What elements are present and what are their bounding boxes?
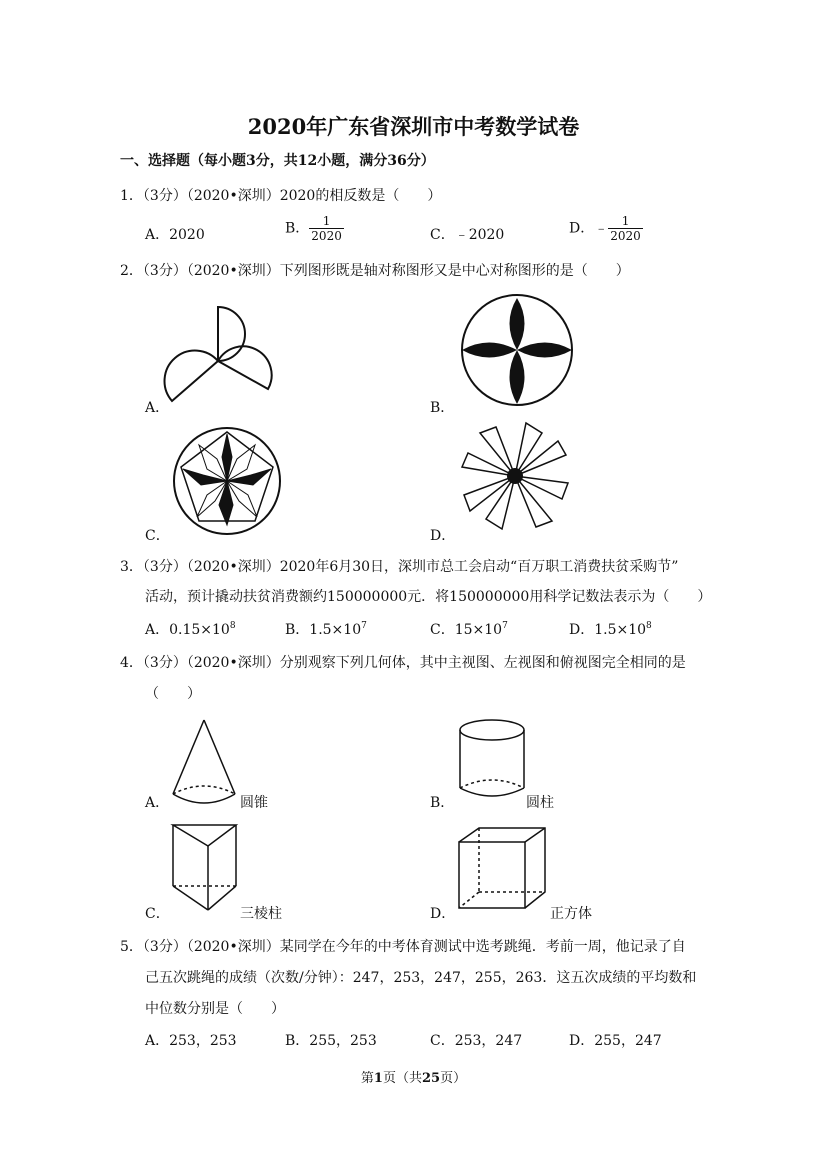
q4-option-d-label: D．	[430, 906, 456, 922]
q4-option-a-label: A．	[145, 795, 170, 811]
q3-option-a-base: A．0.15×10	[145, 622, 230, 638]
footer-page-number: 1	[373, 1071, 383, 1086]
q1-option-b-fraction	[309, 214, 344, 243]
q1-option-a: A．2020	[145, 227, 205, 243]
section-heading: 一、选择题（每小题3分，共12小题，满分36分）	[120, 153, 435, 169]
q1-stem: 1．（3分）（2020•深圳）2020的相反数是（ ）	[120, 188, 442, 204]
q2-figure-a-pinwheel	[170, 305, 275, 410]
q4-figure-b-cylinder	[458, 718, 526, 802]
footer-prefix: 第	[360, 1071, 374, 1086]
q1-option-b-label: B．	[285, 220, 310, 237]
q5-stem-line1: 5．（3分）（2020•深圳）某同学在今年的中考体育测试中选考跳绳．考前一周，他记录了自	[120, 939, 686, 955]
q4-option-d-name: 正方体	[550, 906, 592, 922]
q5-option-b: B．255，253	[285, 1033, 377, 1049]
fraction-numerator: 1	[621, 214, 630, 228]
q5-option-d: D．255，247	[569, 1033, 662, 1049]
q1-option-d-fraction	[608, 214, 643, 243]
q4-option-c-name: 三棱柱	[240, 906, 282, 922]
q1-option-d	[569, 214, 643, 243]
q3-option-c-exponent: 7	[502, 621, 508, 631]
q4-option-c-label: C．	[145, 906, 170, 922]
q3-option-b-base: B．1.5×10	[285, 622, 362, 638]
q3-stem-line2: 活动，预计撬动扶贫消费额约150000000元．将150000000用科学记数法表示为（ ）	[145, 589, 712, 605]
q4-option-b-label: B．	[430, 795, 455, 811]
page-title: 2020年广东省深圳市中考数学试卷	[247, 114, 580, 139]
q5-stem-line3: 中位数分别是（ ）	[145, 1001, 285, 1017]
footer-suffix: 页）	[440, 1071, 467, 1086]
fraction-denominator: 2020	[311, 229, 342, 243]
q5-option-c: C．253，247	[430, 1033, 523, 1049]
q2-option-d-label: D．	[430, 528, 456, 544]
q3-option-a	[145, 619, 236, 639]
q3-option-c	[430, 619, 508, 639]
footer-total-pages: 25	[421, 1071, 441, 1086]
q4-figure-a-cone	[171, 718, 237, 806]
q2-stem: 2．（3分）（2020•深圳）下列图形既是轴对称图形又是中心对称图形的是（ ）	[120, 263, 630, 279]
q1-option-b	[285, 214, 344, 243]
q3-option-d-exponent: 8	[646, 621, 652, 631]
fraction-numerator: 1	[322, 214, 331, 228]
q3-option-b	[285, 619, 367, 639]
page-footer	[0, 1067, 827, 1086]
q3-option-d-base: D．1.5×10	[569, 622, 647, 638]
q2-figure-d-windmill	[458, 419, 572, 533]
q3-option-b-exponent: 7	[361, 621, 367, 631]
q1-option-c: C．﹣2020	[430, 227, 505, 243]
q3-option-c-base: C．15×10	[430, 622, 503, 638]
q4-option-a-name: 圆锥	[240, 795, 268, 811]
q1-option-d-label: D．﹣	[569, 220, 609, 237]
q3-option-a-exponent: 8	[229, 621, 236, 631]
q4-stem-line1: 4．（3分）（2020•深圳）分别观察下列几何体，其中主视图、左视图和俯视图完全相同的是	[120, 655, 686, 671]
footer-middle: 页（共	[382, 1071, 422, 1086]
q4-stem-line2: （ ）	[145, 686, 201, 702]
q3-stem-line1: 3．（3分）（2020•深圳）2020年6月30日，深圳市总工会启动“百万职工消费扶贫采购节”	[120, 559, 679, 575]
q4-figure-d-cube	[457, 826, 549, 910]
q3-option-d	[569, 619, 652, 639]
q5-stem-line2: 己五次跳绳的成绩（次数/分钟）：247，253，247，255，263．这五次成绩的平均数和	[145, 970, 697, 986]
q2-figure-b-four-leaf-circle	[458, 296, 576, 408]
q4-figure-c-triangular-prism	[170, 822, 238, 912]
q2-figure-c-star-pentagon	[171, 425, 283, 535]
q4-option-b-name: 圆柱	[526, 795, 554, 811]
q5-option-a: A．253，253	[145, 1033, 237, 1049]
q2-option-a-label: A．	[145, 400, 170, 416]
fraction-denominator: 2020	[610, 229, 641, 243]
q2-option-c-label: C．	[145, 528, 170, 544]
q2-option-b-label: B．	[430, 400, 455, 416]
